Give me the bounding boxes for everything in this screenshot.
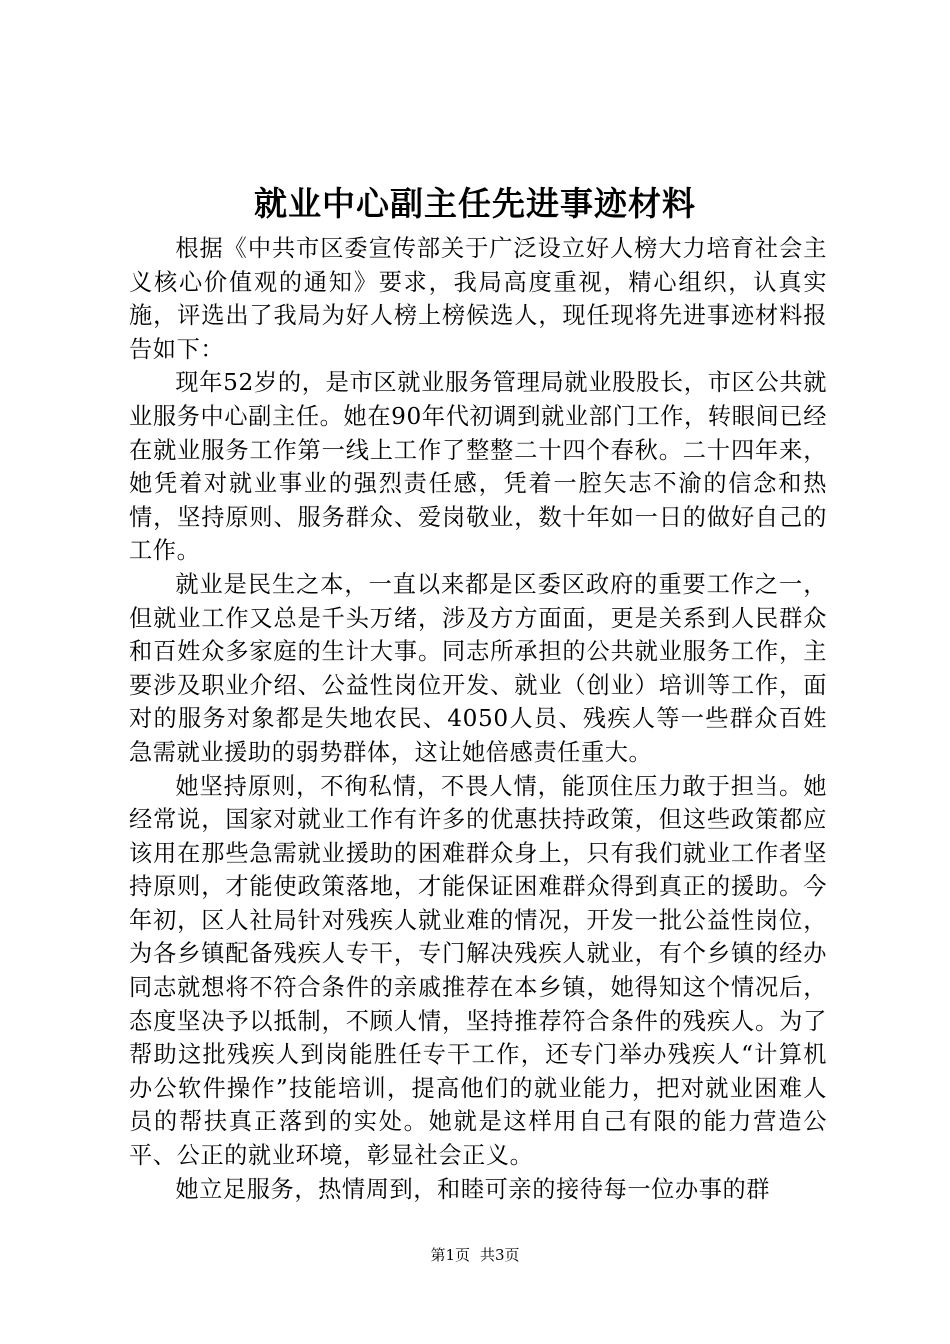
page-number: 第1页 [430, 1246, 470, 1264]
document-body [129, 232, 827, 1206]
paragraph: 她立足服务，热情周到，和睦可亲的接待每一位办事的群 [175, 1175, 771, 1203]
paragraph: 现年52岁的，是市区就业服务管理局就业股股长，市区公共就业服务中心副主任。她在90年代初调到就业部门工作，转眼间已经在就业服务工作第一线上工作了整整二十四个春秋。二十四年来，她凭着对就业事业的强烈责任感，凭着一腔矢志不渝的信念和热情，坚持原则、服务群众、爱岗敬业，数十年如一日的做好自己的工作。 [129, 369, 827, 565]
paragraph: 根据《中共市区委宣传部关于广泛设立好人榜大力培育社会主义核心价值观的通知》要求，我局高度重视，精心组织，认真实施，评选出了我局为好人榜上榜候选人，现任现将先进事迹材料报告如下： [129, 235, 827, 363]
paragraph: 就业是民生之本，一直以来都是区委区政府的重要工作之一，但就业工作又总是千头万绪，涉及方方面面，更是关系到人民群众和百姓众多家庭的生计大事。同志所承担的公共就业服务工作，主要涉及职业介绍、公益性岗位开发、就业（创业）培训等工作，面对的服务对象都是失地农民、4050人员、残疾人等一些群众百姓急需就业援助的弱势群体，这让她倍感责任重大。 [129, 570, 827, 766]
page-total: 共3页 [480, 1246, 520, 1264]
document-title: 就业中心副主任先进事迹材料 [254, 184, 696, 223]
paragraph: 她坚持原则，不徇私情，不畏人情，能顶住压力敢于担当。她经常说，国家对就业工作有许多的优惠扶持政策，但这些政策都应该用在那些急需就业援助的困难群众身上，只有我们就业工作者坚持原则，才能使政策落地，才能保证困难群众得到真正的援助。今年初，区人社局针对残疾人就业难的情况，开发一批公益性岗位，为各乡镇配备残疾人专干，专门解决残疾人就业，有个乡镇的经办同志就想将不符合条件的亲戚推荐在本乡镇，她得知这个情况后，态度坚决予以抵制，不顾人情，坚持推荐符合条件的残疾人。为了帮助这批残疾人到岗能胜任专干工作，还专门举办残疾人“计算机办公软件操作”技能培训，提高他们的就业能力，把对就业困难人员的帮扶真正落到的实处。她就是这样用自己有限的能力营造公平、公正的就业环境，彰显社会正义。 [129, 772, 827, 1170]
page-footer [0, 1245, 950, 1265]
